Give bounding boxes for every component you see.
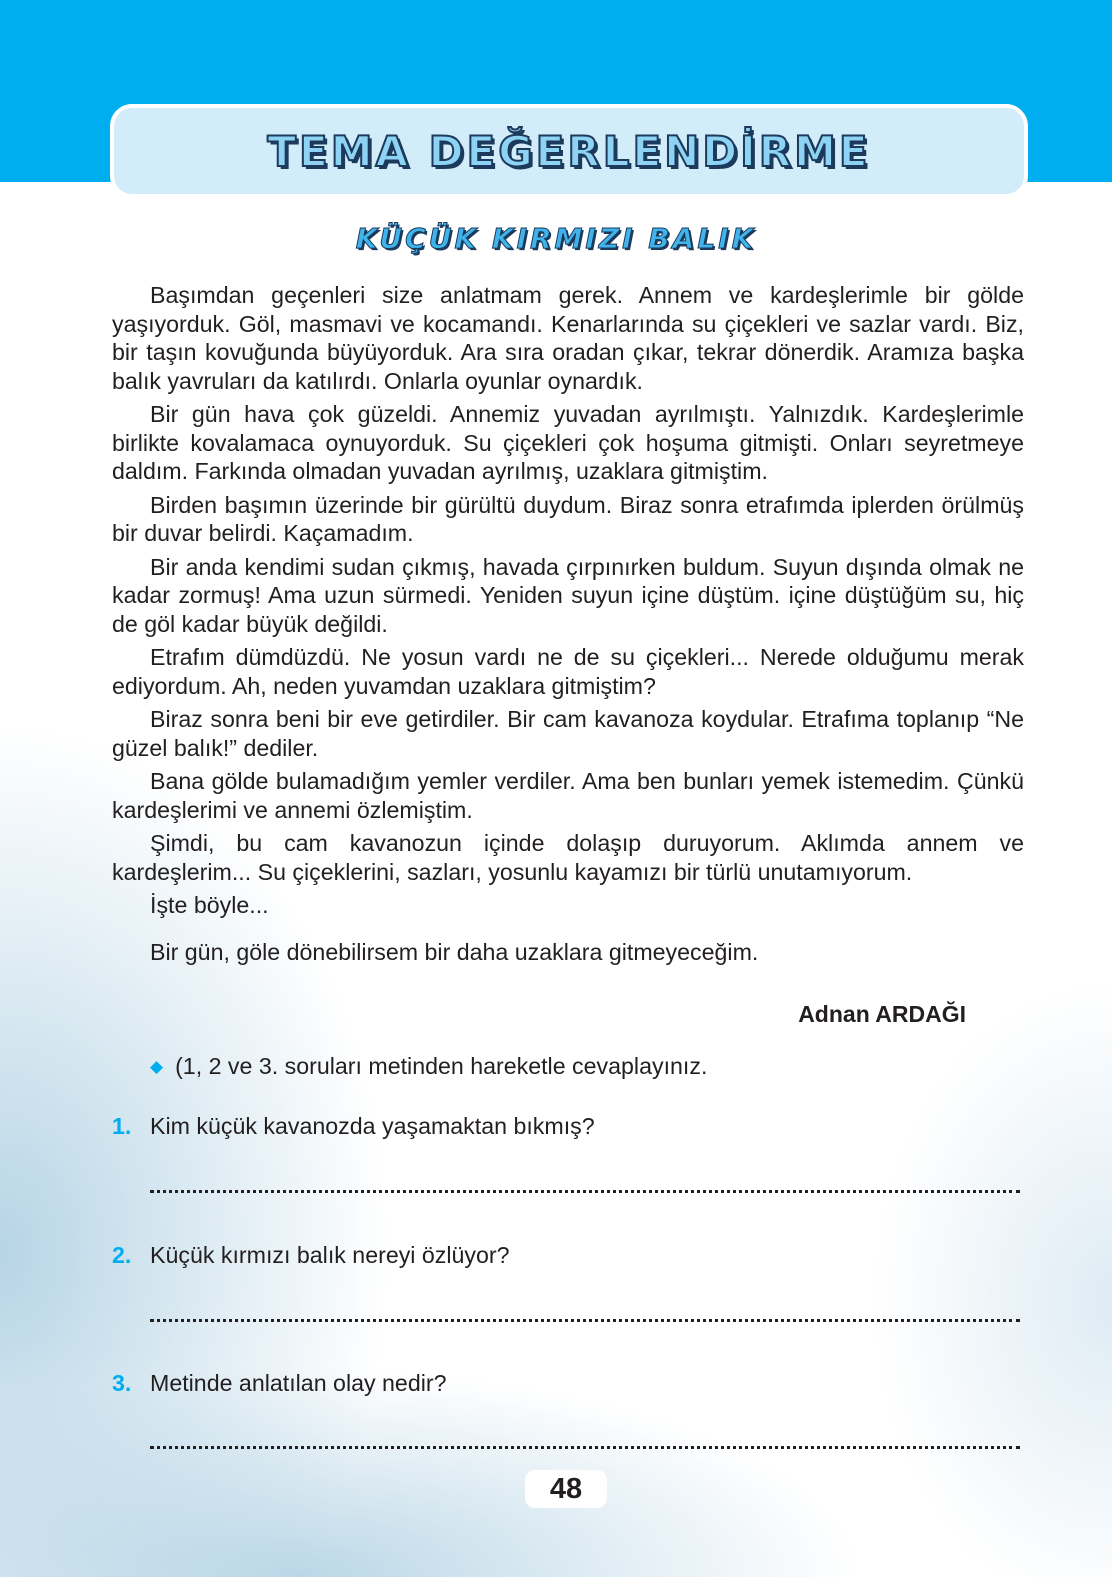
- page-title: TEMA DEĞERLENDİRME: [267, 126, 871, 176]
- question-number: 1.: [112, 1113, 132, 1139]
- paragraph: Bana gölde bulamadığım yemler verdiler. Ama ben bunları yemek istemedim. Çünkü kardeşlerimi ve annemi özlemiştim.: [112, 768, 1024, 823]
- paragraph: Bir anda kendimi sudan çıkmış, havada çırpınırken buldum. Suyun dışında olmak ne kadar zormuş! Ama uzun sürmedi. Yeniden suyun içine düştüm. içine düştüğüm su, hiç de göl kadar büyük değildi.: [112, 553, 1024, 637]
- paragraph: Bir gün hava çok güzeldi. Annemiz yuvadan ayrılmıştı. Yalnızdık. Kardeşlerimle birlikte kovalamaca oynuyorduk. Su çiçekleri çok hoşuma gitmişti. Onları seyretmeye daldım. Farkında olmadan yuvadan ayrılmış, uzaklara gitmiştim.: [112, 401, 1024, 484]
- title-banner: [110, 104, 1028, 198]
- question-2: [112, 1242, 510, 1269]
- author-name: Adnan ARDAĞI: [798, 1001, 966, 1027]
- paragraph: Birden başımın üzerinde bir gürültü duydum. Biraz sonra etrafımda iplerden örülmüş bir duvar belirdi. Kaçamadım.: [112, 491, 1024, 546]
- story-text: [112, 281, 1024, 971]
- question-number: 3.: [112, 1370, 132, 1396]
- paragraph: Başımdan geçenleri size anlatmam gerek. Annem ve kardeşlerimle bir gölde yaşıyorduk. Göl, masmavi ve kocamandı. Kenarlarında su çiçekleri ve sazlar vardı. Biz, bir taşın kovuğunda büyüyorduk. Ara sıra oradan çıkar, tekrar dönerdik. Aramıza başka balık yavruları da katılırdı. Onlarla oyunlar oynardık.: [112, 282, 1024, 394]
- closing-paragraph: Bir gün, göle dönebilirsem bir daha uzaklara gitmeyeceğim.: [150, 938, 759, 965]
- diamond-bullet-icon: ◆: [150, 1056, 164, 1076]
- question-text: Kim küçük kavanozda yaşamaktan bıkmış?: [150, 1113, 595, 1139]
- paragraph: İşte böyle...: [150, 892, 269, 918]
- instruction-text: (1, 2 ve 3. soruları metinden hareketle cevaplayınız.: [175, 1053, 708, 1079]
- story-title: KÜÇÜK KIRMIZI BALIK: [355, 222, 757, 255]
- question-number: 2.: [112, 1242, 132, 1268]
- instruction: [150, 1053, 707, 1080]
- question-1: [112, 1113, 595, 1140]
- answer-line-3[interactable]: [150, 1444, 1020, 1449]
- paragraph: Biraz sonra beni bir eve getirdiler. Bir cam kavanoza koydular. Etrafıma toplanıp “Ne güzel balık!” dediler.: [112, 706, 1024, 761]
- question-3: [112, 1370, 446, 1397]
- question-text: Metinde anlatılan olay nedir?: [150, 1370, 447, 1396]
- page-number: 48: [525, 1470, 607, 1508]
- answer-line-1[interactable]: [150, 1188, 1020, 1193]
- paragraph: Etrafım dümdüzdü. Ne yosun vardı ne de su çiçekleri... Nerede olduğumu merak ediyordum. Ah, neden yuvamdan uzaklara gitmiştim?: [112, 644, 1024, 699]
- question-text: Küçük kırmızı balık nereyi özlüyor?: [150, 1242, 510, 1268]
- answer-line-2[interactable]: [150, 1317, 1020, 1322]
- paragraph: Şimdi, bu cam kavanozun içinde dolaşıp duruyorum. Aklımda annem ve kardeşlerim... Su çiçeklerini, sazları, yosunlu kayamızı bir türlü unutamıyorum.: [112, 830, 1024, 885]
